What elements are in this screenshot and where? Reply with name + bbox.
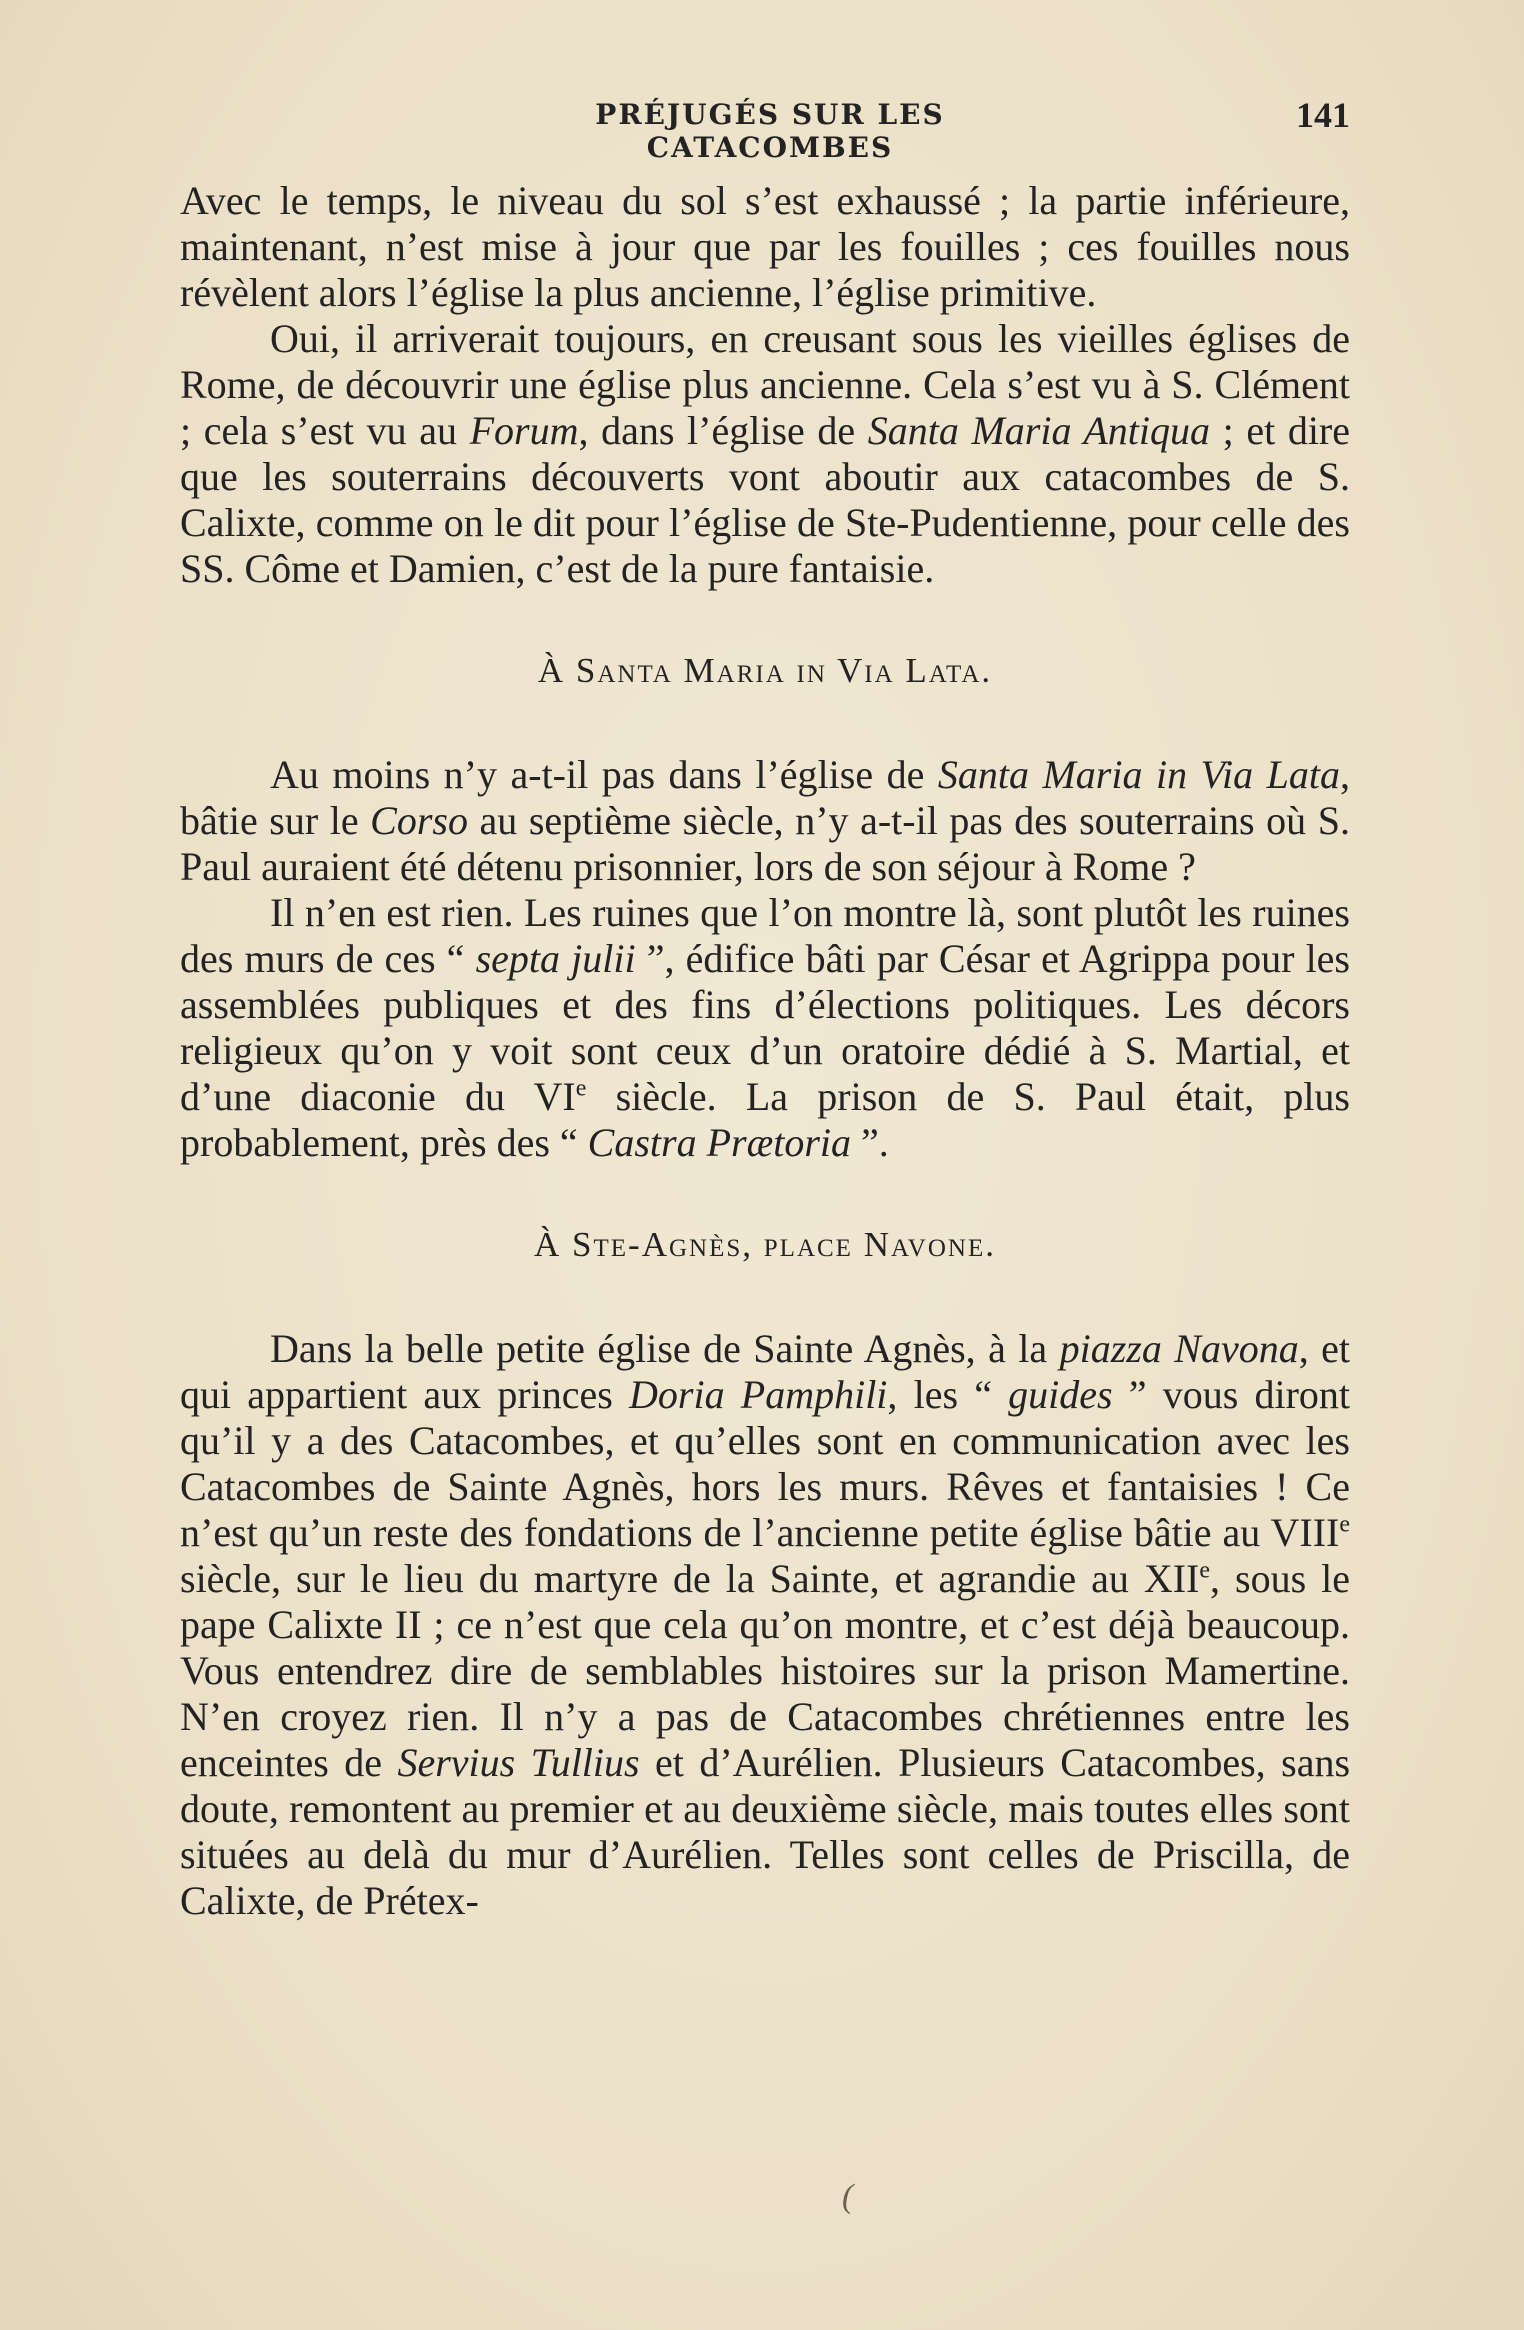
paragraph-5 bbox=[180, 1326, 1350, 1924]
text-run: , et qui appartient aux princes bbox=[180, 1326, 1350, 1417]
text-run: siècle. La prison de S. Paul était, plus probablement, près des “ bbox=[180, 1074, 1350, 1165]
text-run: Oui, il arriverait toujours, en creusant sous les vieilles églises de Rome, de découvrir une église plus ancienne. Cela s’est vu à S. Clément ; cela s’est vu au bbox=[180, 316, 1350, 453]
italic-term: Corso bbox=[370, 798, 468, 843]
italic-term: Forum bbox=[469, 408, 579, 453]
paragraph-1 bbox=[180, 178, 1350, 316]
paragraph-2 bbox=[180, 316, 1350, 592]
text-run: Il n’en est rien. Les ruines que l’on montre là, sont plutôt les ruines des murs de ces “ bbox=[180, 890, 1350, 981]
page-number: 141 bbox=[1296, 95, 1350, 135]
text-run: Au moins n’y a-t-il pas dans l’église de bbox=[270, 752, 938, 797]
text-run: ; et dire que les souterrains découverts vont aboutir aux catacombes de S. Calixte, comme on le dit pour l’église de Ste-Pudentienne, pour celle des SS. Côme et Damien, c’est de la pure fantaisie. bbox=[180, 408, 1351, 591]
italic-term: Santa Maria Antiqua bbox=[867, 408, 1211, 453]
italic-term: Castra Prætoria bbox=[587, 1120, 852, 1165]
text-run: siècle, sur le lieu du martyre de la Sainte, et agrandie au XII bbox=[180, 1556, 1200, 1601]
paragraph-1-text: Avec le temps, le niveau du sol s’est exhaussé ; la partie inférieure, maintenant, n’est mise à jour que par les fouilles ; ces fouilles nous révèlent alors l’église la plus ancienne, l’église primitive. bbox=[180, 178, 1350, 315]
running-title: PRÉJUGÉS SUR LES CATACOMBES bbox=[595, 98, 945, 164]
italic-term: guides bbox=[1008, 1372, 1113, 1417]
section-heading-via-lata: À Santa Maria in Via Lata. bbox=[537, 651, 993, 690]
section-heading-ste-agnes: À Ste-Agnès, place Navone. bbox=[534, 1225, 996, 1264]
text-run: ”. bbox=[851, 1120, 889, 1165]
text-run: , bâtie sur le bbox=[180, 752, 1350, 843]
footer-mark: ( bbox=[842, 2178, 854, 2215]
superscript: e bbox=[1199, 1557, 1211, 1584]
text-run: et d’Aurélien. Plusieurs Catacombes, sans doute, remontent au premier et au deuxième siècle, mais toutes elles sont situées au delà du mur d’Aurélien. Telles sont celles de Priscilla, de Calixte, de Prétex- bbox=[180, 1740, 1351, 1923]
text-run: ” vous diront qu’il y a des Catacombes, et qu’elles sont en communication avec les Catacombes de Sainte Agnès, hors les murs. Rêves et fantaisies ! Ce n’est qu’un reste des fondations de l’ancienne petite église bâtie au VIII bbox=[180, 1372, 1350, 1555]
paragraph-3 bbox=[180, 752, 1350, 890]
paragraph-4 bbox=[180, 890, 1350, 1166]
italic-term: septa julii bbox=[475, 936, 636, 981]
text-run: , dans l’église de bbox=[578, 408, 868, 453]
italic-term: Santa Maria in Via Lata bbox=[937, 752, 1340, 797]
page-header bbox=[180, 95, 1350, 164]
text-run: , les “ bbox=[887, 1372, 1009, 1417]
superscript: e bbox=[575, 1075, 587, 1102]
italic-term: piazza Navona bbox=[1059, 1326, 1299, 1371]
italic-term: Doria Pamphili bbox=[629, 1372, 888, 1417]
text-run: , sous le pape Calixte II ; ce n’est que cela qu’on montre, et c’est déjà beaucoup. Vous entendrez dire de semblables histoires sur la prison Mamertine. N’en croyez rien. Il n’y a pas de Catacombes chrétiennes entre les enceintes de bbox=[180, 1556, 1351, 1785]
text-run: ”, édifice bâti par César et Agrippa pour les assemblées publiques et des fins d’élections politiques. Les décors religieux qu’on y voit sont ceux d’un oratoire dédié à S. Martial, et d’une diaconie du VI bbox=[180, 936, 1350, 1119]
text-run: au septième siècle, n’y a-t-il pas des souterrains où S. Paul auraient été détenu prisonnier, lors de son séjour à Rome ? bbox=[180, 798, 1350, 889]
superscript: e bbox=[1339, 1511, 1350, 1538]
italic-term: Servius Tullius bbox=[397, 1740, 640, 1785]
text-run: Dans la belle petite église de Sainte Agnès, à la bbox=[270, 1326, 1060, 1371]
body-text bbox=[180, 178, 1350, 1924]
